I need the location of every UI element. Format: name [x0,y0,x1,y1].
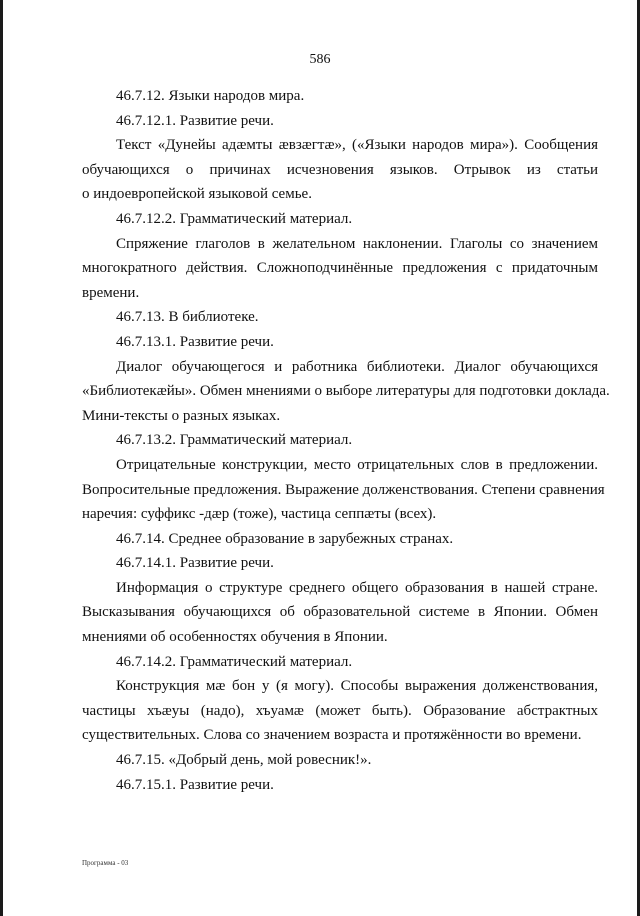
paragraph [82,674,598,748]
section-heading: 46.7.13.2. Грамматический материал. [116,432,353,449]
paragraph [82,133,598,207]
paragraph [82,453,605,527]
paragraph-line: «Библиотекæйы». Обмен мнениями о выборе литературы для подготовки доклада. [82,383,610,400]
paragraph [82,355,610,429]
section-heading: 46.7.12. Языки народов мира. [116,88,305,104]
paragraph-line: Высказывания обучающихся об образовательной системе в Японии. Обмен [82,604,598,621]
paragraph-line: частицы хъæуы (надо), хъуамæ (может быть). Образование абстрактных [82,702,598,719]
paragraph-line: многократного действия. Сложноподчинённые предложения с придаточным [82,260,598,277]
section-heading: 46.7.15.1. Развитие речи. [116,776,274,793]
paragraph-line: Спряжение глаголов в желательном наклонении. Глаголы со значением [116,235,598,252]
paragraph-line: Текст «Дунейы адæмты æвзæгтæ», («Языки народов мира»). Сообщения [116,137,598,154]
paragraph [82,232,598,306]
paragraph-line: Конструкция мæ бон у (я могу). Способы выражения долженствования, [116,678,598,695]
section-heading: 46.7.12.1. Развитие речи. [116,112,274,129]
paragraph-line: Информация о структуре среднего общего образования в нашей стране. [116,579,598,596]
section-heading: 46.7.12.2. Грамматический материал. [116,210,353,227]
paragraph-line: обучающихся о причинах исчезновения языков. Отрывок из статьи [82,161,598,178]
section-heading: 46.7.13.1. Развитие речи. [116,333,274,350]
paragraph [82,576,598,650]
paragraph-line: Мини-тексты о разных языках. [82,407,281,424]
section-heading: 46.7.15. «Добрый день, мой ровесник!». [116,752,372,769]
page-number: 586 [309,52,331,67]
paragraph-line: Отрицательные конструкции, место отрицательных слов в предложении. [116,456,598,473]
footer-label: Программа - 03 [82,859,129,867]
paragraph-line: о индоевропейской языковой семье. [82,186,312,203]
paragraph-line: наречия: суффикс -дæр (тоже), частица сеппæты (всех). [82,506,437,523]
section-heading: 46.7.13. В библиотеке. [116,309,259,326]
paragraph-line: времени. [82,284,140,301]
section-heading: 46.7.14. Среднее образование в зарубежных странах. [116,530,454,547]
paragraph-line: мнениями об особенностях обучения в Японии. [82,629,388,646]
section-heading: 46.7.14.1. Развитие речи. [116,555,274,572]
scan-edge-left [0,0,3,916]
paragraph-line: Вопросительные предложения. Выражение долженствования. Степени сравнения [82,481,605,498]
document-body [82,84,610,797]
paragraph-line: существительных. Слова со значением возраста и протяжённости во времени. [82,727,582,744]
section-heading: 46.7.14.2. Грамматический материал. [116,653,353,670]
paragraph-line: Диалог обучающегося и работника библиотеки. Диалог обучающихся [116,358,598,375]
